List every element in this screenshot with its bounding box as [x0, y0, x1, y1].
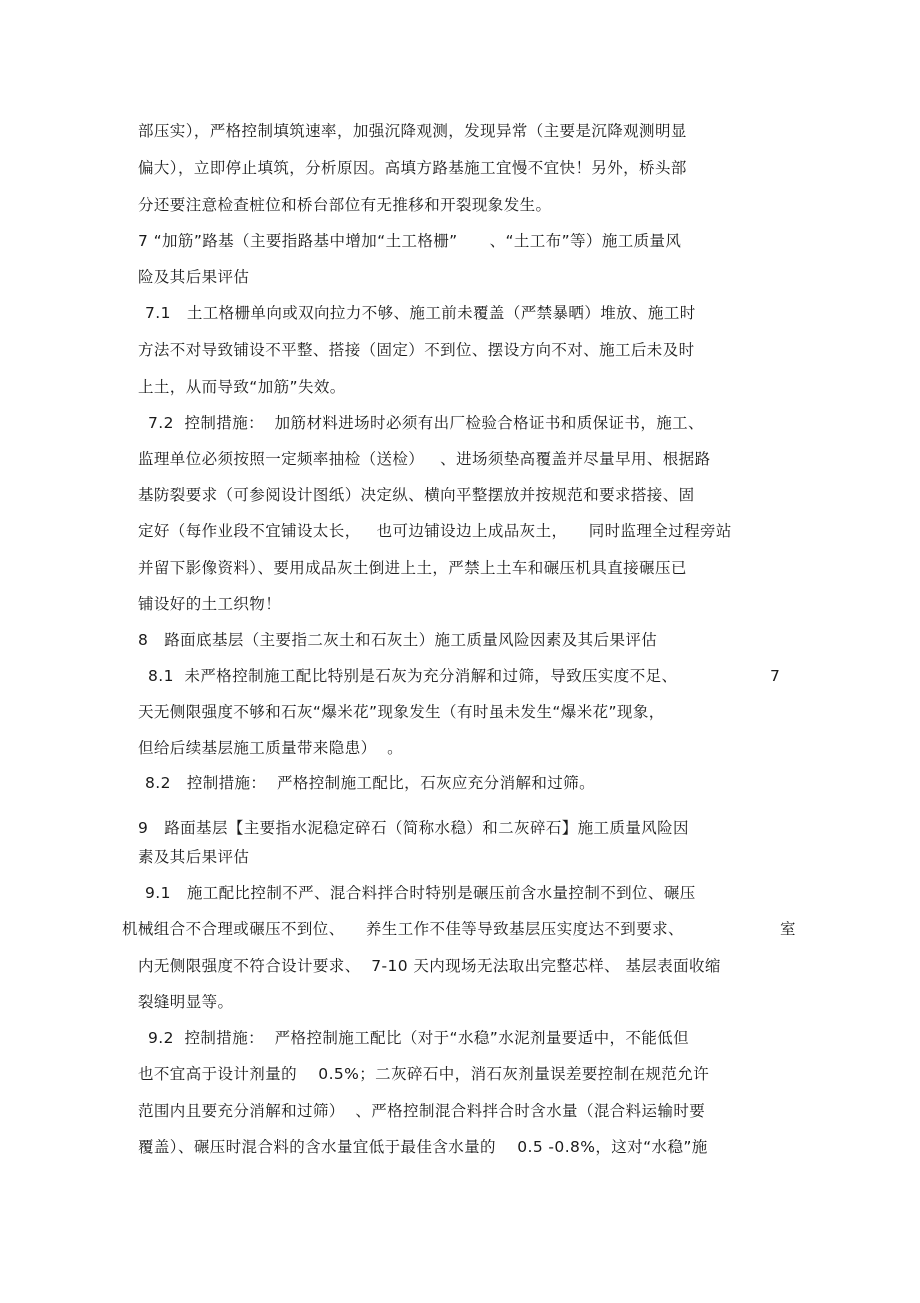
text-line: 内无侧限强度不符合设计要求、 7-10 天内现场无法取出完整芯样、 基层表面收缩 — [138, 957, 721, 975]
text-line: 8.1 未严格控制施工配比特别是石灰为充分消解和过筛，导致压实度不足、 — [148, 667, 678, 685]
text-line: 7 — [770, 667, 781, 685]
text-line: 分还要注意检查桩位和桥台部位有无推移和开裂现象发生。 — [138, 196, 552, 214]
text-line: 上土，从而导致“加筋”失效。 — [138, 378, 346, 396]
text-line: 并留下影像资料）、要用成品灰土倒进上土，严禁上土车和碾压机具直接碾压已 — [138, 559, 687, 577]
text-line: 机械组合不合理或碾压不到位、 养生工作不佳等导致基层压实度达不到要求、 — [122, 920, 684, 938]
section-heading: 素及其后果评估 — [138, 848, 250, 866]
text-line: 铺设好的土工织物！ — [138, 595, 282, 613]
text-line: 方法不对导致铺设不平整、搭接（固定）不到位、摆设方向不对、施工后未及时 — [138, 341, 695, 359]
text-line: 9.1 施工配比控制不严、混合料拌合时特别是碾压前含水量控制不到位、碾压 — [145, 884, 696, 902]
text-line: 但给后续基层施工质量带来隐患） 。 — [138, 739, 404, 757]
text-line: 室 — [780, 920, 796, 938]
text-line: 监理单位必须按照一定频率抽检（送检） 、进场须垫高覆盖并尽量早用、根据路 — [138, 450, 711, 468]
text-line: 7.2 控制措施： 加筋材料进场时必须有出厂检验合格证书和质保证书，施工、 — [148, 414, 704, 432]
text-line: 偏大），立即停止填筑，分析原因。高填方路基施工宜慢不宜快！另外，桥头部 — [138, 159, 687, 177]
text-line: 也不宜高于设计剂量的 0.5%；二灰碎石中，消石灰剂量误差要控制在规范允许 — [138, 1065, 710, 1083]
text-line: 裂缝明显等。 — [138, 993, 234, 1011]
text-line: 天无侧限强度不够和石灰“爆米花”现象发生（有时虽未发生“爆米花”现象， — [138, 703, 665, 721]
section-heading: 8 路面底基层（主要指二灰土和石灰土）施工质量风险因素及其后果评估 — [138, 631, 658, 649]
text-line: 部压实），严格控制填筑速率，加强沉降观测，发现异常（主要是沉降观测明显 — [138, 122, 687, 140]
text-line: 9.2 控制措施： 严格控制施工配比（对于“水稳”水泥剂量要适中，不能低但 — [148, 1029, 690, 1047]
section-heading: 9 路面基层【主要指水泥稳定碎石（简称水稳）和二灰碎石】施工质量风险因 — [138, 819, 689, 837]
text-line: 覆盖）、碾压时混合料的含水量宜低于最佳含水量的 0.5 -0.8%，这对“水稳”施 — [138, 1138, 708, 1156]
text-line: 定好（每作业段不宜铺设太长， 也可边铺设边上成品灰土， 同时监理全过程旁站 — [138, 522, 732, 540]
section-heading: 7 “加筋”路基（主要指路基中增加“土工格栅” 、“土工布”等）施工质量风 — [138, 232, 682, 250]
text-line: 范围内且要充分消解和过筛） 、严格控制混合料拌合时含水量（混合料运输时要 — [138, 1102, 706, 1120]
text-line: 8.2 控制措施： 严格控制施工配比，石灰应充分消解和过筛。 — [145, 774, 595, 792]
section-heading: 险及其后果评估 — [138, 268, 250, 286]
text-line: 7.1 土工格栅单向或双向拉力不够、施工前未覆盖（严禁暴晒）堆放、施工时 — [145, 304, 696, 322]
text-line: 基防裂要求（可参阅设计图纸）决定纵、横向平整摆放并按规范和要求搭接、固 — [138, 486, 695, 504]
